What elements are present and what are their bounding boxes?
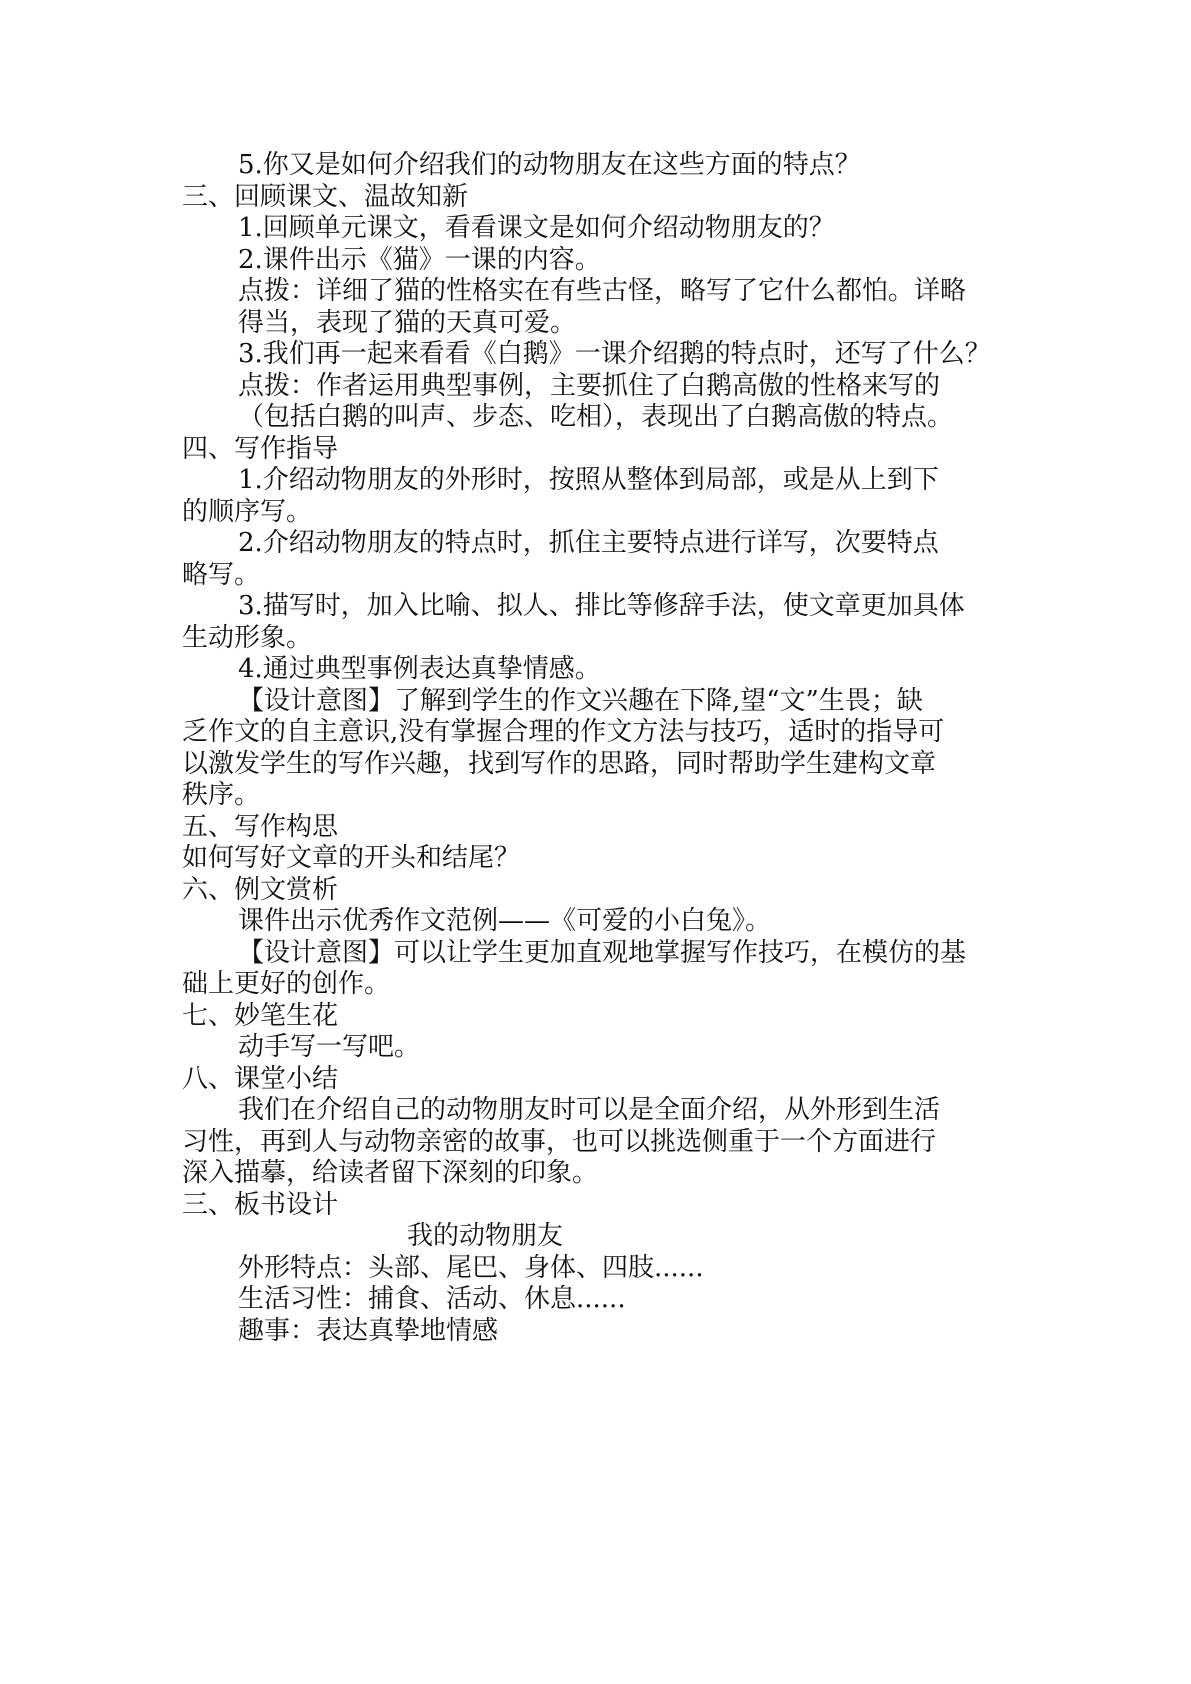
text-line: 习性，再到人与动物亲密的故事，也可以挑选侧重于一个方面进行 [182,1126,937,1157]
text-line: 【设计意图】了解到学生的作文兴趣在下降,望“文”生畏；缺 [238,685,923,716]
text-line: 【设计意图】可以让学生更加直观地掌握写作技巧，在模仿的基 [238,937,967,968]
text-line: 得当，表现了猫的天真可爱。 [238,307,577,338]
text-line: 趣事：表达真挚地情感 [238,1315,499,1346]
text-line: 如何写好文章的开头和结尾？ [182,843,521,873]
text-line: 动手写一写吧。 [238,1032,421,1062]
text-line: 秩序。 [182,780,261,810]
text-line: 深入描摹，给读者留下深刻的印象。 [182,1158,599,1188]
text-line: 课件出示优秀作文范例——《可爱的小白兔》。 [238,906,772,936]
text-line: 的顺序写。 [182,496,313,527]
text-line: 以激发学生的写作兴趣，找到写作的思路，同时帮助学生建构文章 [182,748,937,779]
section-heading: 五、写作构思 [182,811,339,842]
text-line: 点拨：详细了猫的性格实在有些古怪，略写了它什么都怕。详略 [238,276,967,306]
text-line: 乏作文的自主意识,没有掌握合理的作文方法与技巧，适时的指导可 [182,717,945,747]
text-line: 生动形象。 [182,622,313,653]
text-line: 略写。 [182,559,261,590]
section-heading: 三、板书设计 [182,1189,339,1220]
text-line: 3.描写时，加入比喻、拟人、排比等修辞手法，使文章更加具体 [238,591,965,621]
section-heading: 四、写作指导 [182,433,339,464]
text-line: 我的动物朋友 [407,1221,564,1251]
section-heading: 三、回顾课文、温故知新 [182,181,469,212]
text-line: 2.课件出示《猫》一课的内容。 [238,244,601,275]
text-line: 4.通过典型事例表达真挚情感。 [238,654,601,684]
text-line: 2.介绍动物朋友的特点时，抓住主要特点进行详写，次要特点 [238,528,939,558]
text-line: 3.我们再一起来看看《白鹅》一课介绍鹅的特点时，还写了什么？ [238,339,991,369]
text-line: 础上更好的创作。 [182,969,391,999]
text-line: 1.介绍动物朋友的外形时，按照从整体到局部，或是从上到下 [238,465,939,495]
text-line: 外形特点：头部、尾巴、身体、四肢...... [238,1252,704,1283]
text-line: 点拨：作者运用典型事例，主要抓住了白鹅高傲的性格来写的 [238,370,941,401]
text-line: 生活习性：捕食、活动、休息...... [238,1284,626,1314]
section-heading: 八、课堂小结 [182,1063,339,1094]
text-line: 1.回顾单元课文，看看课文是如何介绍动物朋友的？ [238,213,835,243]
section-heading: 六、例文赏析 [182,874,339,905]
text-line: （包括白鹅的叫声、步态、吃相），表现出了白鹅高傲的特点。 [238,402,954,432]
document-page [182,150,1022,1347]
text-line: 我们在介绍自己的动物朋友时可以是全面介绍，从外形到生活 [238,1095,941,1125]
text-line: 5.你又是如何介绍我们的动物朋友在这些方面的特点？ [238,150,861,180]
section-heading: 七、妙笔生花 [182,1000,339,1031]
